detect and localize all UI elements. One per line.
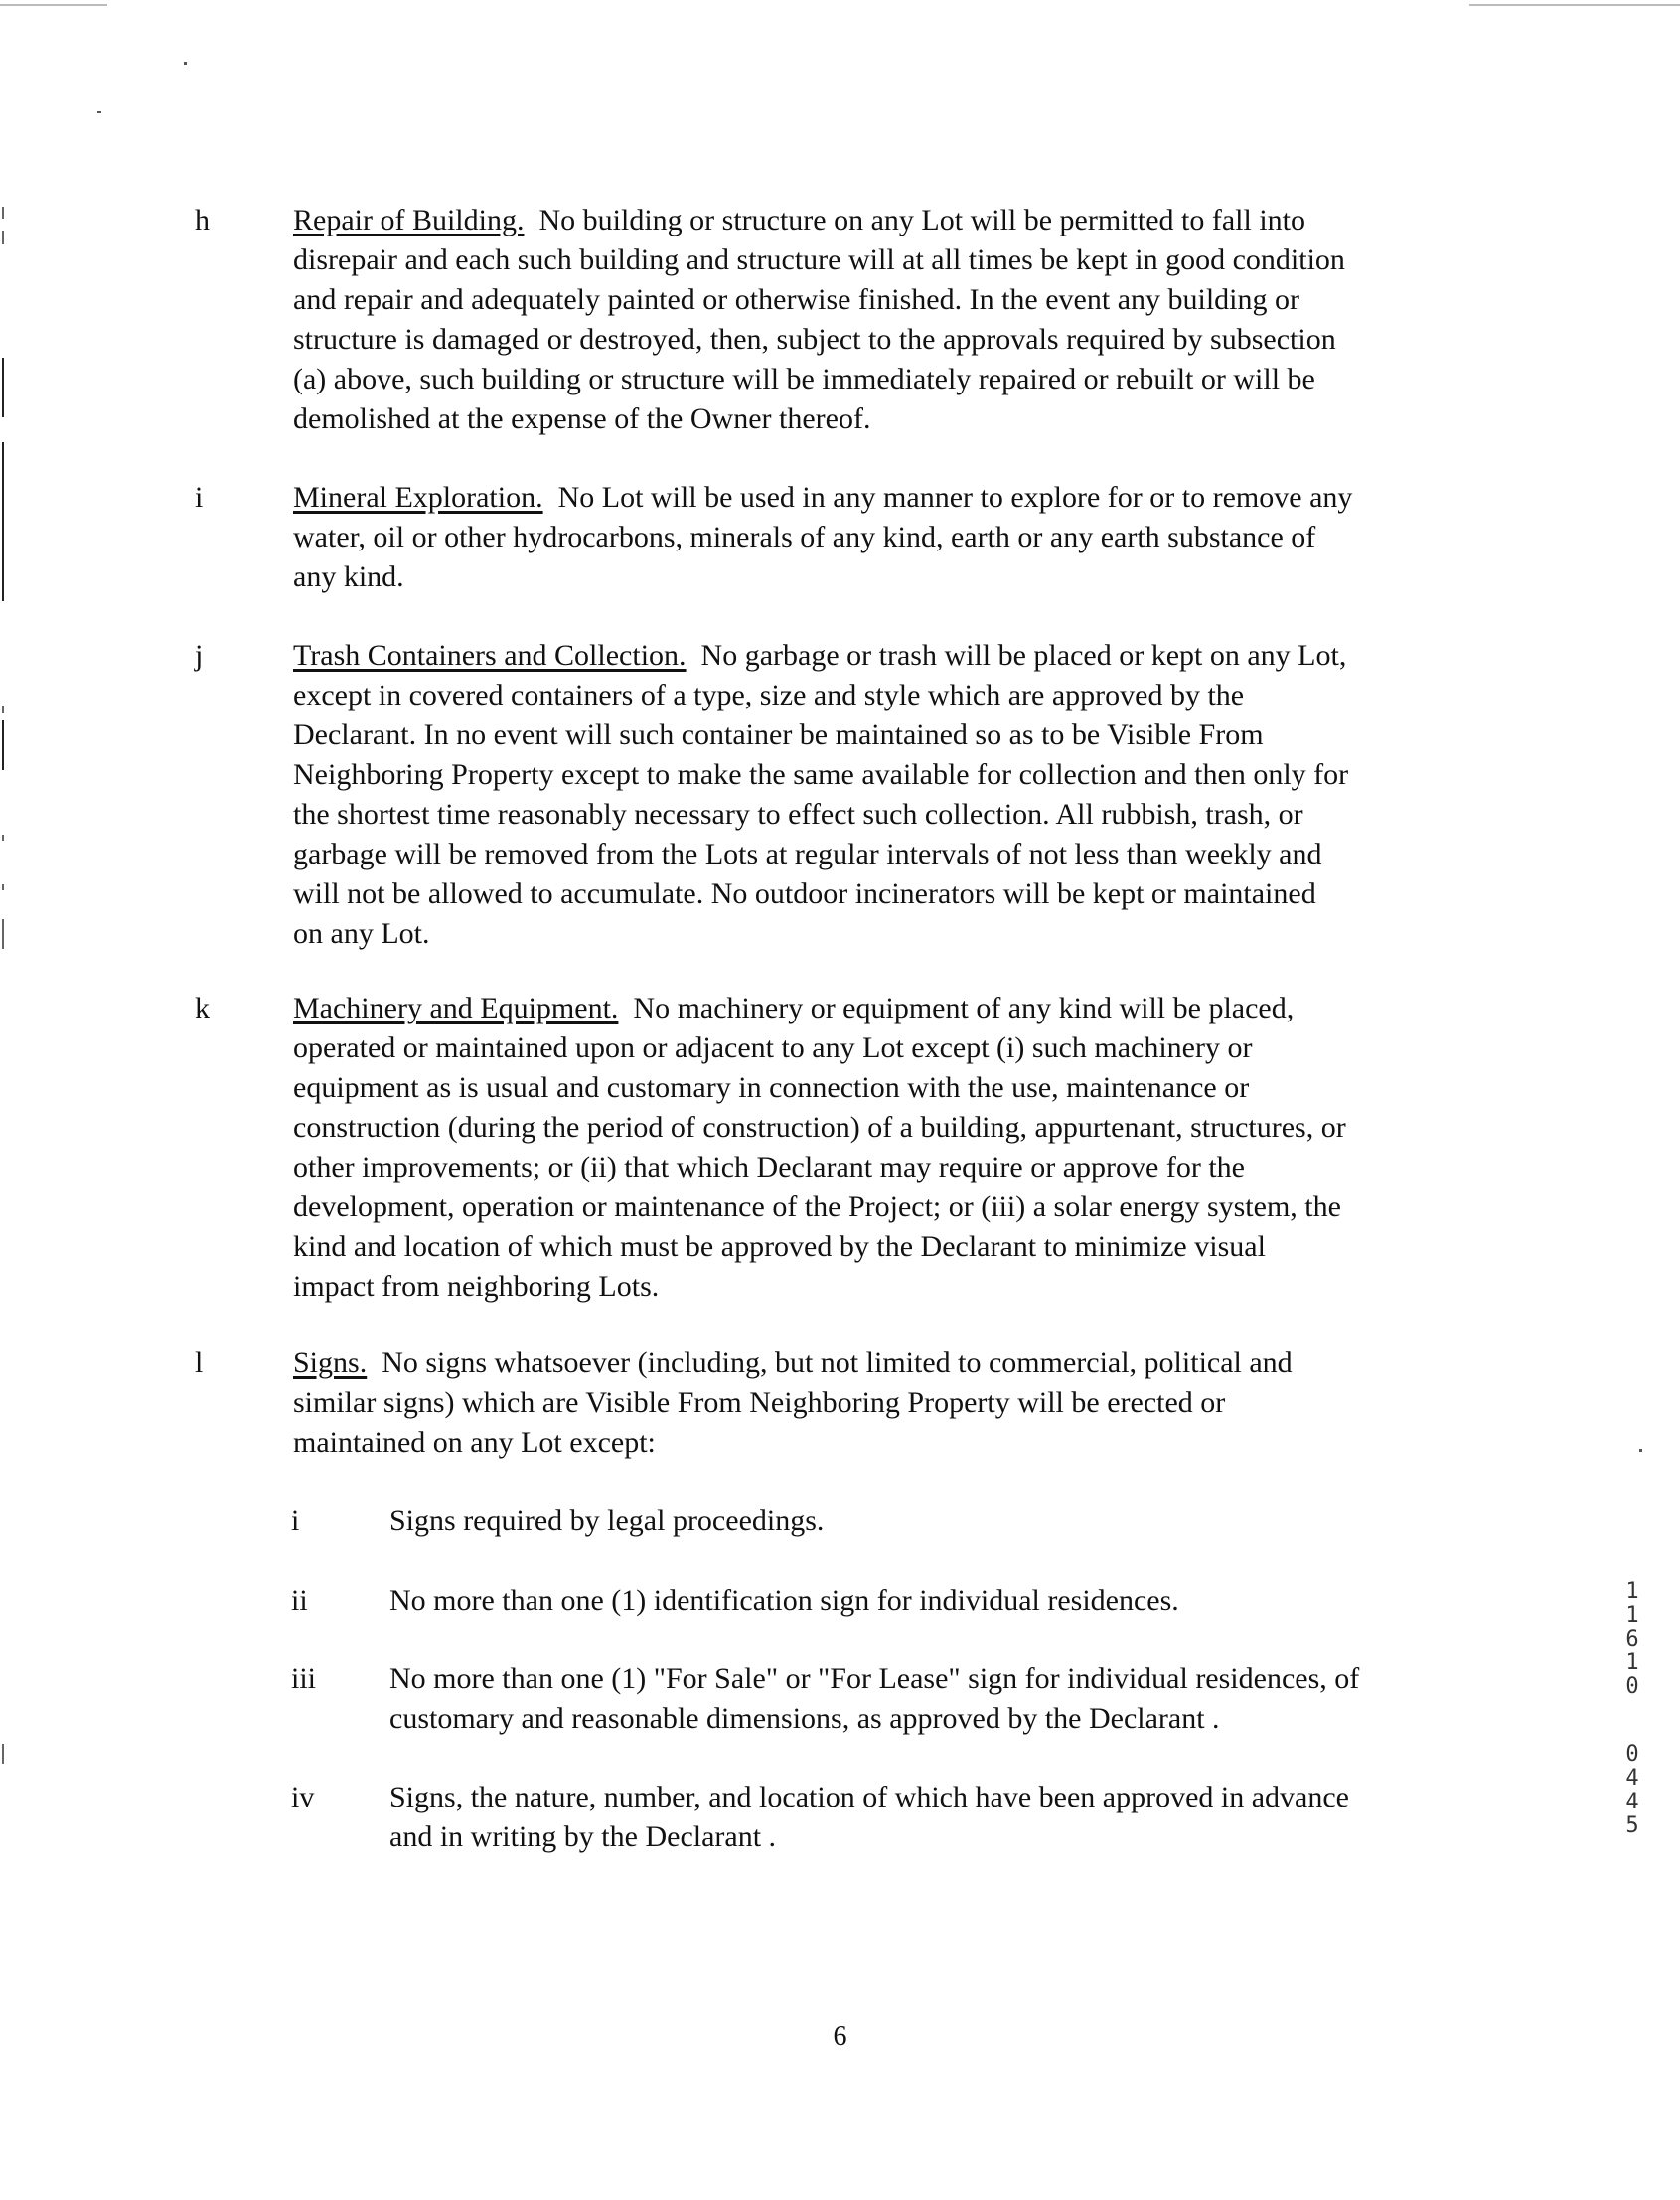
section-heading: Trash Containers and Collection. [293,639,687,672]
subitem-number: i [291,1504,300,1537]
scan-edge-mark [2,706,4,713]
section-line: operated or maintained upon or adjacent to any Lot except (i) such machinery or [293,1031,1253,1064]
section-line: any kind. [293,560,404,593]
stamp-digit: 0 [1625,1742,1639,1767]
section-heading: Signs. [293,1346,368,1379]
section-heading: Mineral Exploration. [293,481,543,514]
section-line: Trash Containers and Collection. No garbage or trash will be placed or kept on any Lot, [293,639,1347,672]
section-line: Signs. No signs whatsoever (including, but not limited to commercial, political and [293,1346,1293,1379]
recording-stamp [1617,1580,1647,1838]
scan-speck [1639,1449,1642,1452]
section-line: disrepair and each such building and structure will at all times be kept in good condition [293,243,1345,276]
subitem-text: Signs, the nature, number, and location of which have been approved in advance and in writing by the Declarant . [389,1781,1349,1853]
subitem-number: iv [291,1781,315,1813]
stamp-digit: 1 [1625,1650,1639,1675]
section-line: Mineral Exploration. No Lot will be used in any manner to explore for or to remove any [293,481,1353,514]
section-body [293,636,1475,954]
stamp-digit: 4 [1625,1766,1639,1791]
section-line: (a) above, such building or structure will be immediately repaired or rebuilt or will be [293,363,1315,395]
section-line: construction (during the period of construction) of a building, appurtenant, structures, or [293,1111,1346,1144]
section-letter: k [195,992,210,1024]
scan-edge-mark [2,884,4,890]
section-body [293,478,1475,597]
stamp-digit: 6 [1625,1627,1639,1651]
stamp-digit: 4 [1625,1790,1639,1814]
subitem-text: No more than one (1) "For Sale" or "For Lease" sign for individual residences, of customary and reasonable dimensions, as approved by the Declarant . [389,1662,1360,1735]
section-body [293,1343,1475,1463]
section-line: will not be allowed to accumulate. No outdoor incinerators will be kept or maintained [293,877,1316,910]
section-line: garbage will be removed from the Lots at regular intervals of not less than weekly and [293,838,1322,870]
section-line: Declarant. In no event will such container be maintained so as to be Visible From [293,718,1264,751]
section-line: other improvements; or (ii) that which Declarant may require or approve for the [293,1151,1245,1183]
section-heading: Machinery and Equipment. [293,992,619,1024]
section-line: Machinery and Equipment. No machinery or equipment of any kind will be placed, [293,992,1295,1024]
stamp-digit: 1 [1625,1603,1639,1628]
section-line: demolished at the expense of the Owner thereof. [293,402,871,435]
section-letter: i [195,481,204,514]
section-line: structure is damaged or destroyed, then, subject to the approvals required by subsection [293,323,1336,356]
scan-edge-mark [2,231,4,244]
subitem-text: Signs required by legal proceedings. [389,1504,825,1537]
page-number: 6 [833,2021,847,2052]
stamp-digit: 1 [1625,1579,1639,1604]
scan-edge-mark [2,442,4,601]
stamp-digit: 0 [1625,1674,1639,1699]
section-line: impact from neighboring Lots. [293,1270,660,1303]
top-rule-right [1469,4,1680,6]
section-letter: h [195,204,210,236]
subitem-number: iii [291,1662,317,1695]
section-line: and repair and adequately painted or otherwise finished. In the event any building or [293,283,1299,316]
section-line: development, operation or maintenance of the Project; or (iii) a solar energy system, the [293,1190,1341,1223]
section-line: the shortest time reasonably necessary to effect such collection. All rubbish, trash, or [293,798,1303,831]
section-line: water, oil or other hydrocarbons, minerals of any kind, earth or any earth substance of [293,521,1316,553]
scan-edge-mark [2,835,4,841]
section-line: maintained on any Lot except: [293,1426,656,1459]
section-heading: Repair of Building. [293,204,525,236]
scan-edge-mark [2,720,4,770]
scan-speck [184,62,187,65]
scan-edge-mark [2,358,4,417]
section-letter: l [195,1346,204,1379]
scan-edge-mark [2,1744,4,1764]
section-body [293,201,1475,439]
stamp-digit: 5 [1625,1813,1639,1838]
section-line: Repair of Building. No building or structure on any Lot will be permitted to fall into [293,204,1306,236]
section-line: similar signs) which are Visible From Neighboring Property will be erected or [293,1386,1226,1419]
top-rule-left [0,4,107,6]
subitem-number: ii [291,1584,308,1617]
section-letter: j [195,639,204,672]
subitem-text: No more than one (1) identification sign for individual residences. [389,1584,1179,1617]
section-line: equipment as is usual and customary in connection with the use, maintenance or [293,1071,1250,1104]
scan-edge-mark [2,919,4,949]
scan-edge-mark [2,207,4,219]
section-line: on any Lot. [293,917,430,950]
section-line: kind and location of which must be approved by the Declarant to minimize visual [293,1230,1266,1263]
scan-speck [97,111,101,113]
section-line: except in covered containers of a type, size and style which are approved by the [293,679,1245,711]
section-body [293,989,1475,1307]
section-line: Neighboring Property except to make the same available for collection and then only for [293,758,1349,791]
